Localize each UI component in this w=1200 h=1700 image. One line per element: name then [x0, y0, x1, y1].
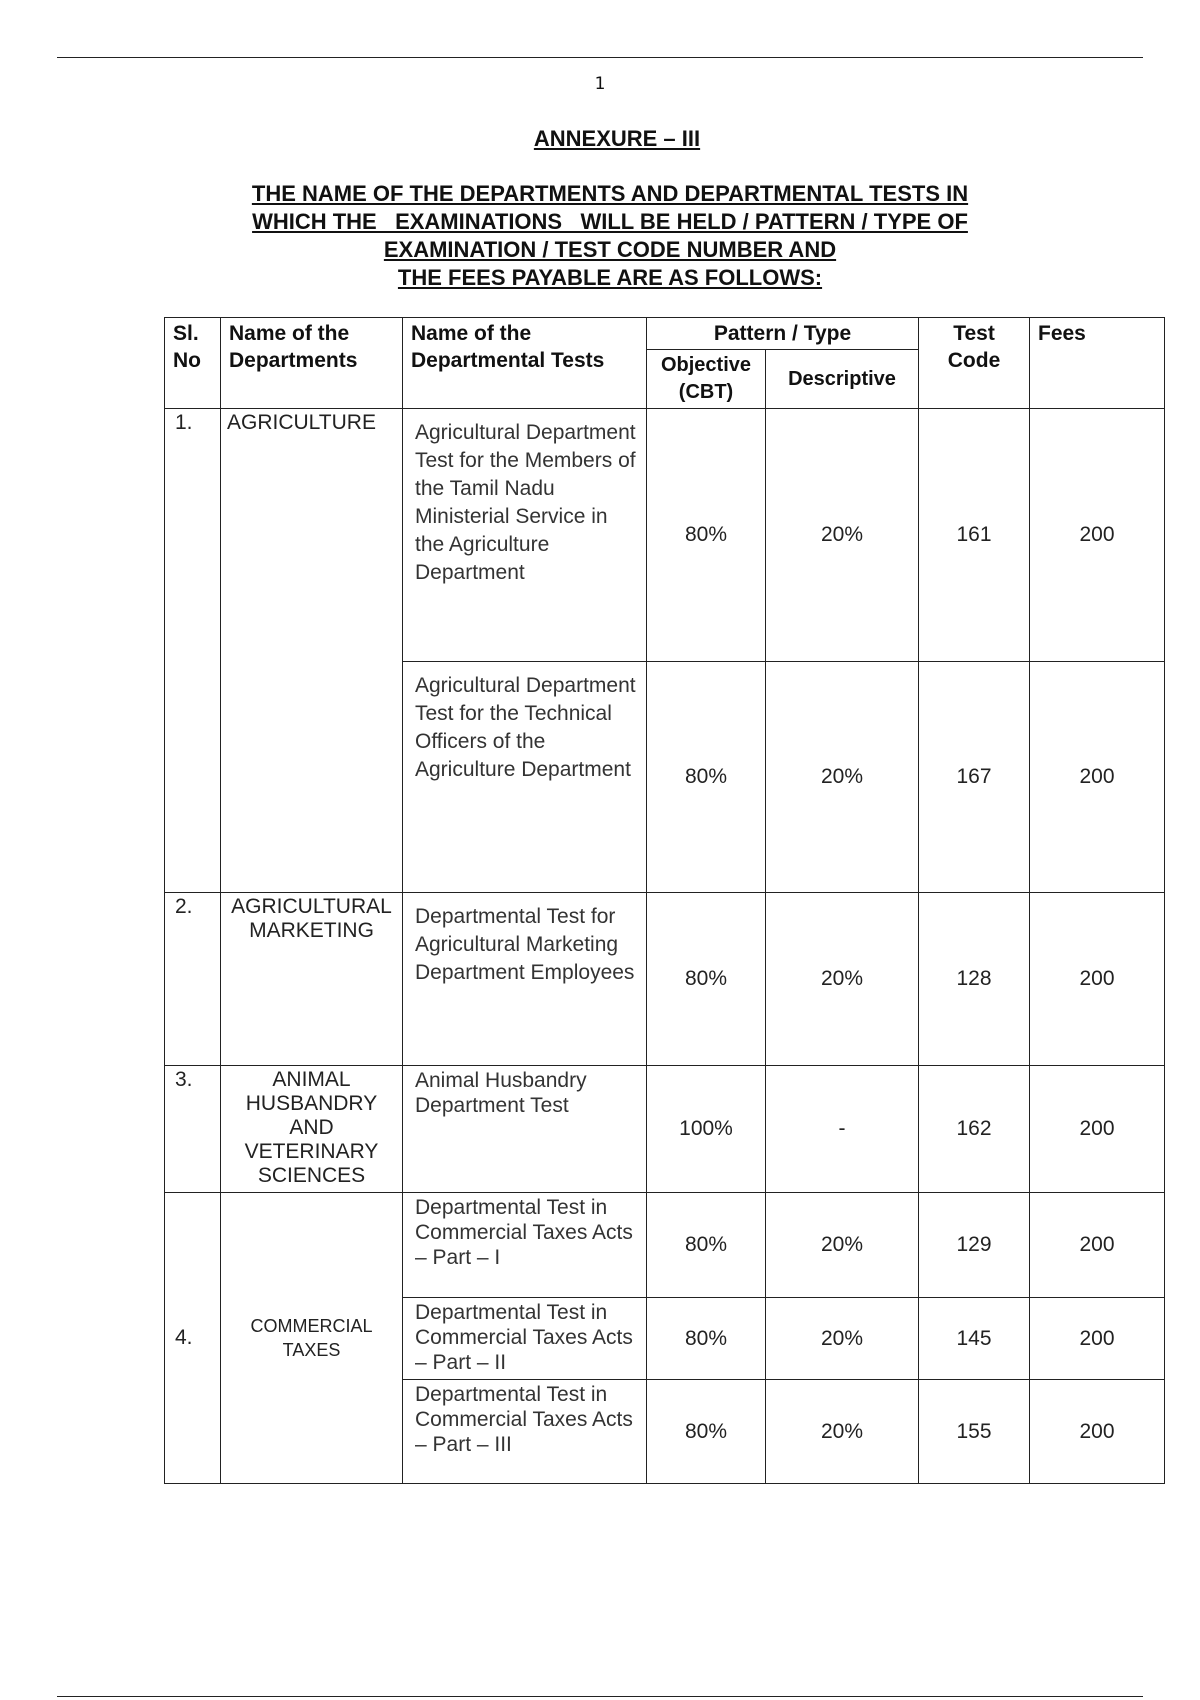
department-cell: AGRICULTURAL MARKETING: [221, 893, 403, 1066]
sl-no-cell: 2.: [165, 893, 221, 1066]
sl-no-cell: 1.: [165, 409, 221, 893]
test-code-cell: 162: [919, 1066, 1030, 1193]
fees-cell: 200: [1030, 893, 1165, 1066]
test-code-cell: 145: [919, 1298, 1030, 1380]
header-department: Name of the Departments: [221, 318, 403, 409]
test-code-cell: 128: [919, 893, 1030, 1066]
header-fees: Fees: [1030, 318, 1165, 409]
sl-no-cell: 3.: [165, 1066, 221, 1193]
header-sl-no: Sl. No: [165, 318, 221, 409]
test-code-cell: 167: [919, 662, 1030, 893]
department-cell: AGRICULTURE: [221, 409, 403, 893]
header-pattern-type: Pattern / Type: [647, 318, 919, 350]
test-name-cell: Departmental Test for Agricultural Marketing Department Employees: [403, 893, 647, 1066]
page-number: 1: [594, 74, 606, 94]
descriptive-cell: 20%: [766, 1193, 919, 1298]
table-row: [165, 893, 1165, 1066]
fees-cell: 200: [1030, 1298, 1165, 1380]
department-cell: ANIMAL HUSBANDRY AND VETERINARY SCIENCES: [221, 1066, 403, 1193]
heading-line: THE FEES PAYABLE ARE AS FOLLOWS:: [397, 265, 823, 290]
descriptive-cell: 20%: [766, 893, 919, 1066]
test-code-cell: 155: [919, 1380, 1030, 1484]
departmental-tests-table: [164, 317, 1165, 1484]
fees-cell: 200: [1030, 1193, 1165, 1298]
test-name-cell: Departmental Test in Commercial Taxes Acts – Part – III: [403, 1380, 647, 1484]
table-row: [165, 1066, 1165, 1193]
bottom-rule: [57, 1696, 1143, 1697]
heading-line: WHICH THE EXAMINATIONS WILL BE HELD / PATTERN / TYPE OF: [252, 209, 968, 234]
test-code-cell: 129: [919, 1193, 1030, 1298]
objective-cell: 100%: [647, 1066, 766, 1193]
objective-cell: 80%: [647, 1298, 766, 1380]
objective-cell: 80%: [647, 662, 766, 893]
table-header: [165, 318, 1165, 409]
fees-cell: 200: [1030, 409, 1165, 662]
header-objective: Objective (CBT): [647, 350, 766, 409]
heading-line: THE NAME OF THE DEPARTMENTS AND DEPARTMENTAL TESTS IN: [251, 181, 969, 206]
objective-cell: 80%: [647, 409, 766, 662]
document-heading: [210, 180, 1010, 292]
fees-cell: 200: [1030, 1380, 1165, 1484]
descriptive-cell: 20%: [766, 409, 919, 662]
objective-cell: 80%: [647, 1193, 766, 1298]
descriptive-cell: -: [766, 1066, 919, 1193]
test-name-cell: Departmental Test in Commercial Taxes Acts – Part – I: [403, 1193, 647, 1298]
test-code-cell: 161: [919, 409, 1030, 662]
annexure-title: ANNEXURE – III: [533, 126, 701, 151]
fees-cell: 200: [1030, 1066, 1165, 1193]
test-name-cell: Agricultural Department Test for the Technical Officers of the Agriculture Department: [403, 662, 647, 893]
department-cell: COMMERCIAL TAXES: [221, 1193, 403, 1484]
table-row: [165, 409, 1165, 662]
objective-cell: 80%: [647, 893, 766, 1066]
sl-no-cell: 4.: [165, 1193, 221, 1484]
test-name-cell: Departmental Test in Commercial Taxes Acts – Part – II: [403, 1298, 647, 1380]
objective-cell: 80%: [647, 1380, 766, 1484]
test-name-cell: Animal Husbandry Department Test: [403, 1066, 647, 1193]
header-test-code: Test Code: [919, 318, 1030, 409]
top-rule: [57, 57, 1143, 58]
table-row: [165, 1193, 1165, 1298]
descriptive-cell: 20%: [766, 662, 919, 893]
heading-line: EXAMINATION / TEST CODE NUMBER AND: [383, 237, 837, 262]
test-name-cell: Agricultural Department Test for the Members of the Tamil Nadu Ministerial Service in the Agriculture Department: [403, 409, 647, 662]
header-descriptive: Descriptive: [766, 350, 919, 409]
header-test-name: Name of the Departmental Tests: [403, 318, 647, 409]
fees-cell: 200: [1030, 662, 1165, 893]
descriptive-cell: 20%: [766, 1380, 919, 1484]
descriptive-cell: 20%: [766, 1298, 919, 1380]
